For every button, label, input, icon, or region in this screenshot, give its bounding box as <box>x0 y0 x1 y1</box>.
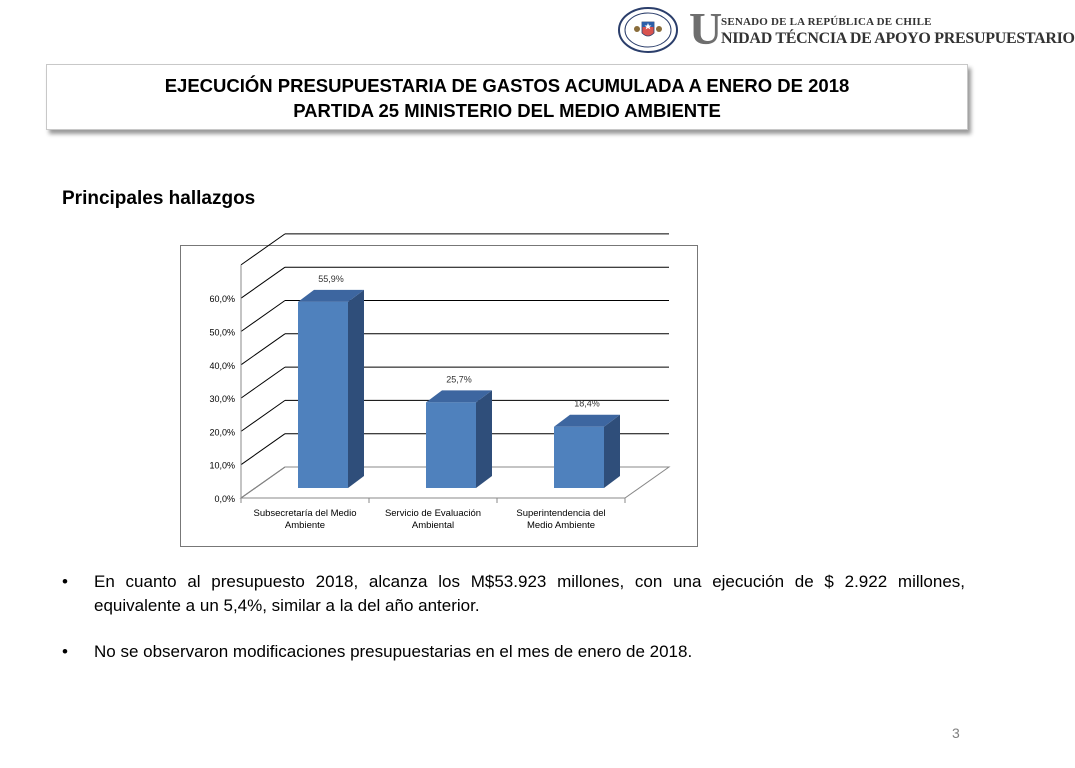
data-label: 55,9% <box>318 273 344 284</box>
y-tick-label: 10,0% <box>209 460 235 471</box>
x-tick-label: Subsecretaría del Medio <box>253 508 357 519</box>
senate-seal-icon <box>617 6 679 54</box>
x-tick-label: Ambiental <box>411 520 455 531</box>
page-number: 3 <box>952 725 960 741</box>
y-tick-label: 60,0% <box>209 294 235 305</box>
findings-list <box>60 570 965 664</box>
x-tick-label: Servicio de Evaluación <box>384 508 482 519</box>
data-label: 18,4% <box>574 398 600 409</box>
y-tick-label: 40,0% <box>209 360 235 371</box>
bullet-icon: • <box>62 642 68 661</box>
bar <box>298 302 348 488</box>
y-tick-label: 20,0% <box>209 427 235 438</box>
side-wall-gridline <box>241 301 285 332</box>
side-wall-gridline <box>241 367 285 398</box>
bar-side <box>476 390 492 488</box>
side-wall-gridline <box>241 400 285 431</box>
bar <box>554 427 604 488</box>
finding-text: No se observaron modificaciones presupuestarias en el mes de enero de 2018. <box>94 642 693 661</box>
logo-big-letter: U <box>689 3 723 54</box>
x-tick-label: Medio Ambiente <box>526 520 596 531</box>
side-wall-gridline <box>241 267 285 298</box>
finding-item <box>60 640 965 664</box>
data-label: 25,7% <box>446 374 472 385</box>
side-wall-gridline <box>241 234 285 265</box>
bar-chart-canvas <box>181 246 697 546</box>
bullet-icon: • <box>62 572 68 591</box>
side-wall-gridline <box>241 434 285 465</box>
senate-logo <box>617 3 1075 54</box>
finding-text: En cuanto al presupuesto 2018, alcanza los M$53.923 millones, con una ejecución de $ 2.922 millones, equivalente a un 5,4%, similar a la del año anterior. <box>94 572 965 615</box>
y-tick-label: 0,0% <box>214 494 235 504</box>
bar-side <box>348 290 364 488</box>
bar-side <box>604 415 620 488</box>
side-wall-gridline <box>241 334 285 365</box>
logo-unit-name: NIDAD TÉCNCIA DE APOYO PRESUPUESTARIO <box>721 30 1075 47</box>
slide-title-box <box>46 64 968 130</box>
x-tick-label: Ambiente <box>284 520 326 531</box>
slide-title-line2: PARTIDA 25 MINISTERIO DEL MEDIO AMBIENTE <box>293 100 721 121</box>
y-tick-label: 50,0% <box>209 327 235 338</box>
section-heading: Principales hallazgos <box>62 188 256 209</box>
slide-title-line1: EJECUCIÓN PRESUPUESTARIA DE GASTOS ACUMULADA A ENERO DE 2018 <box>164 75 850 96</box>
finding-item <box>60 570 965 618</box>
logo-org-name: SENADO DE LA REPÚBLICA DE CHILE <box>721 16 932 28</box>
bar <box>426 402 476 488</box>
y-tick-label: 30,0% <box>209 394 235 405</box>
x-tick-label: Superintendencia del <box>516 508 606 519</box>
bar-chart <box>180 245 698 547</box>
